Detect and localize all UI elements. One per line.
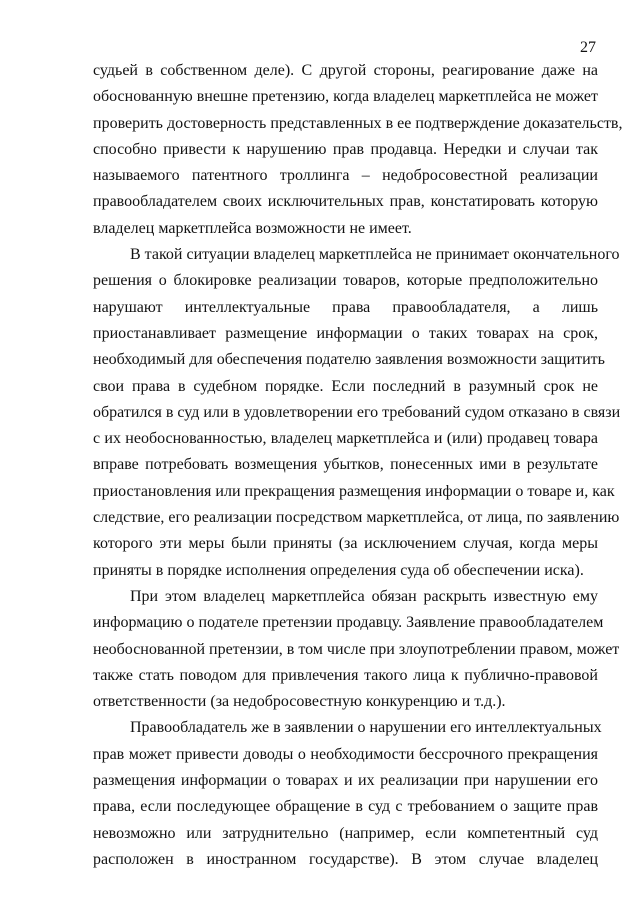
text-line: судьей в собственном деле). С другой стороны, реагирование даже на (93, 62, 598, 79)
text-line: размещения информации о товарах и их реализации при нарушении его (93, 772, 598, 790)
text-line: Правообладатель же в заявлении о нарушении его интеллектуальных (130, 719, 602, 737)
text-line: называемого патентного троллинга – недобросовестной реализации (93, 167, 598, 185)
text-line: свои права в судебном порядке. Если последний в разумный срок не (93, 377, 598, 395)
text-line: информацию о подателе претензии продавцу. Заявление правообладателем (93, 614, 604, 632)
text-line: обоснованную внешне претензию, когда владелец маркетплейса не может (93, 88, 598, 106)
document-body (93, 58, 623, 873)
text-line: невозможно или затруднительно (например, если компетентный суд (93, 824, 598, 842)
text-line: проверить достоверность представленных в ее подтверждение доказательств, (93, 114, 623, 132)
text-line: следствие, его реализации посредством маркетплейса, от лица, по заявлению (93, 509, 620, 527)
text-line: необоснованной претензии, в том числе при злоупотреблении правом, может (93, 640, 620, 658)
text-line: владелец маркетплейса возможности не имеет. (93, 219, 412, 237)
text-line: При этом владелец маркетплейса обязан раскрыть известную ему (130, 587, 598, 605)
page-number: 27 (580, 39, 596, 56)
text-line: нарушают интеллектуальные права правообладателя, а лишь (93, 298, 598, 316)
text-line: прав может привести доводы о необходимости бессрочного прекращения (93, 745, 598, 763)
text-line: В такой ситуации владелец маркетплейса не принимает окончательного (130, 246, 620, 264)
text-line: вправе потребовать возмещения убытков, понесенных ими в результате (93, 456, 598, 474)
paragraph (93, 584, 620, 715)
text-line: приостанавливает размещение информации о таких товарах на срок, (93, 324, 598, 342)
text-line: правообладателем своих исключительных прав, констатировать которую (93, 193, 598, 211)
paragraph (93, 242, 621, 584)
text-line: приняты в порядке исполнения определения суда об обеспечении иска). (93, 561, 584, 579)
text-line: с их необоснованностью, владелец маркетплейса и (или) продавец товара (93, 430, 598, 448)
text-line: ответственности (за недобросовестную конкуренцию и т.д.). (93, 693, 506, 711)
paragraph (93, 715, 602, 873)
text-line: приостановления или прекращения размещения информации о товаре и, как (93, 482, 615, 500)
text-line: необходимый для обеспечения подателю заявления возможности защитить (93, 351, 605, 369)
text-line: способно привести к нарушению прав продавца. Нередки и случаи так (93, 140, 598, 158)
text-line: которого эти меры были приняты (за исключением случая, когда меры (93, 535, 598, 553)
paragraph (93, 58, 623, 242)
text-line: также стать поводом для привлечения такого лица к публично-правовой (93, 666, 598, 684)
text-line: расположен в иностранном государстве). В этом случае владелец (93, 850, 598, 868)
text-line: обратился в суд или в удовлетворении его требований судом отказано в связи (93, 403, 621, 421)
text-line: права, если последующее обращение в суд с требованием о защите прав (93, 798, 598, 816)
text-line: решения о блокировке реализации товаров, которые предположительно (93, 272, 598, 290)
